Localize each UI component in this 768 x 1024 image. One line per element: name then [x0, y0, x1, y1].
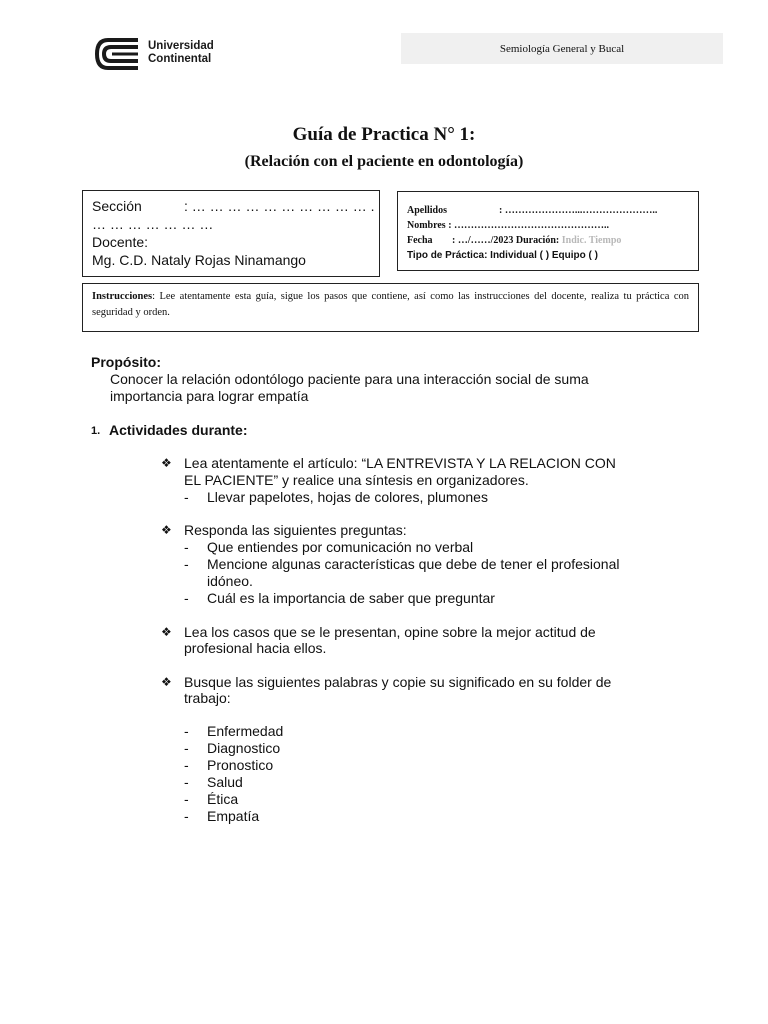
- diamond-bullet-icon: ❖: [161, 675, 172, 689]
- duracion-label: Duración:: [515, 235, 560, 246]
- logo-line-2: Continental: [148, 53, 212, 65]
- item2-sub-1: Que entiendes por comunicación no verbal: [207, 539, 474, 555]
- apellidos-value: : …………………...…………………..: [499, 205, 658, 216]
- section-teacher-box: [82, 190, 380, 277]
- dash-bullet: -: [184, 808, 189, 824]
- dash-bullet: -: [184, 590, 189, 606]
- student-info-box: [397, 191, 699, 271]
- word-item: Diagnostico: [207, 740, 281, 756]
- item2-line-1: Responda las siguientes preguntas:: [184, 522, 407, 538]
- proposito-line-2: importancia para lograr empatía: [110, 388, 309, 404]
- dash-bullet: -: [184, 774, 189, 790]
- proposito-line-1: Conocer la relación odontólogo paciente para una interacción social de suma: [110, 371, 589, 387]
- duracion-hint: Indic. Tiempo: [561, 235, 622, 246]
- page-title: Guía de Practica N° 1:: [292, 124, 476, 145]
- word-item: Empatía: [207, 808, 260, 824]
- word-item: Ética: [207, 791, 239, 807]
- item1-line-1: Lea atentamente el artículo: “LA ENTREVISTA Y LA RELACION CON: [184, 455, 616, 471]
- instructions-label: Instrucciones: [92, 291, 153, 302]
- word-item: Salud: [207, 774, 243, 790]
- diamond-bullet-icon: ❖: [161, 625, 172, 639]
- item2-sub-2-line-2: idóneo.: [207, 573, 253, 589]
- seccion-row: [92, 197, 375, 215]
- fecha-value: : …/……/2023: [452, 235, 514, 246]
- item2-sub-3: Cuál es la importancia de saber que preguntar: [207, 590, 495, 606]
- word-item: Enfermedad: [207, 723, 284, 739]
- instructions-box: [82, 283, 699, 332]
- item4-line-1: Busque las siguientes palabras y copie su significado en su folder de: [184, 674, 612, 690]
- dash-bullet: -: [184, 489, 189, 505]
- course-header: [401, 33, 723, 64]
- apellidos-label: Apellidos: [407, 205, 448, 216]
- dash-bullet: -: [184, 740, 189, 756]
- proposito-heading: Propósito:: [91, 354, 161, 370]
- nombres-row: [407, 218, 689, 233]
- dash-bullet: -: [184, 723, 189, 739]
- university-logo: [94, 36, 234, 72]
- dash-bullet: -: [184, 757, 189, 773]
- section-heading: Actividades durante:: [109, 422, 248, 438]
- item2-sub-2-line-1: Mencione algunas características que debe de tener el profesional: [207, 556, 620, 572]
- diamond-bullet-icon: ❖: [161, 456, 172, 470]
- diamond-bullet-icon: ❖: [161, 523, 172, 537]
- seccion-label: Sección: [92, 198, 142, 214]
- logo-line-1: Universidad: [148, 40, 214, 52]
- word-item: Pronostico: [207, 757, 274, 773]
- docente-name: Mg. C.D. Nataly Rojas Ninamango: [92, 252, 306, 268]
- item4-line-2: trabajo:: [184, 690, 231, 706]
- dash-bullet: -: [184, 791, 189, 807]
- logo-wordmark: [148, 40, 214, 66]
- course-name: Semiología General y Bucal: [499, 42, 625, 55]
- item3-line-1: Lea los casos que se le presentan, opine sobre la mejor actitud de: [184, 624, 596, 640]
- nombres-value: : ………………………………………..: [448, 220, 610, 231]
- continental-logo-icon: [94, 36, 142, 72]
- item1-sub-1: Llevar papelotes, hojas de colores, plumones: [207, 489, 488, 505]
- dash-bullet: -: [184, 556, 189, 572]
- seccion-value: : … … … … … … … … … … .: [184, 198, 375, 214]
- tipo-practica-row: Tipo de Práctica: Individual ( ) Equipo ( ): [407, 250, 598, 261]
- item3-line-2: profesional hacia ellos.: [184, 640, 327, 656]
- item1-line-2: EL PACIENTE” y realice una síntesis en organizadores.: [184, 472, 529, 488]
- apellidos-row: [407, 203, 689, 218]
- docente-label: Docente:: [92, 234, 149, 250]
- nombres-label: Nombres: [407, 220, 446, 231]
- seccion-continuation: … … … … … … …: [92, 216, 214, 232]
- section-number: 1.: [91, 425, 101, 437]
- page-subtitle: (Relación con el paciente en odontología): [244, 153, 524, 170]
- instructions-text: : Lee atentamente esta guía, sigue los pasos que contiene, así como las instrucciones del docente, realiza tu práctica con seguridad y orden.: [92, 291, 689, 318]
- dash-bullet: -: [184, 539, 189, 555]
- fecha-label: Fecha: [407, 235, 433, 246]
- fecha-row: [407, 233, 689, 248]
